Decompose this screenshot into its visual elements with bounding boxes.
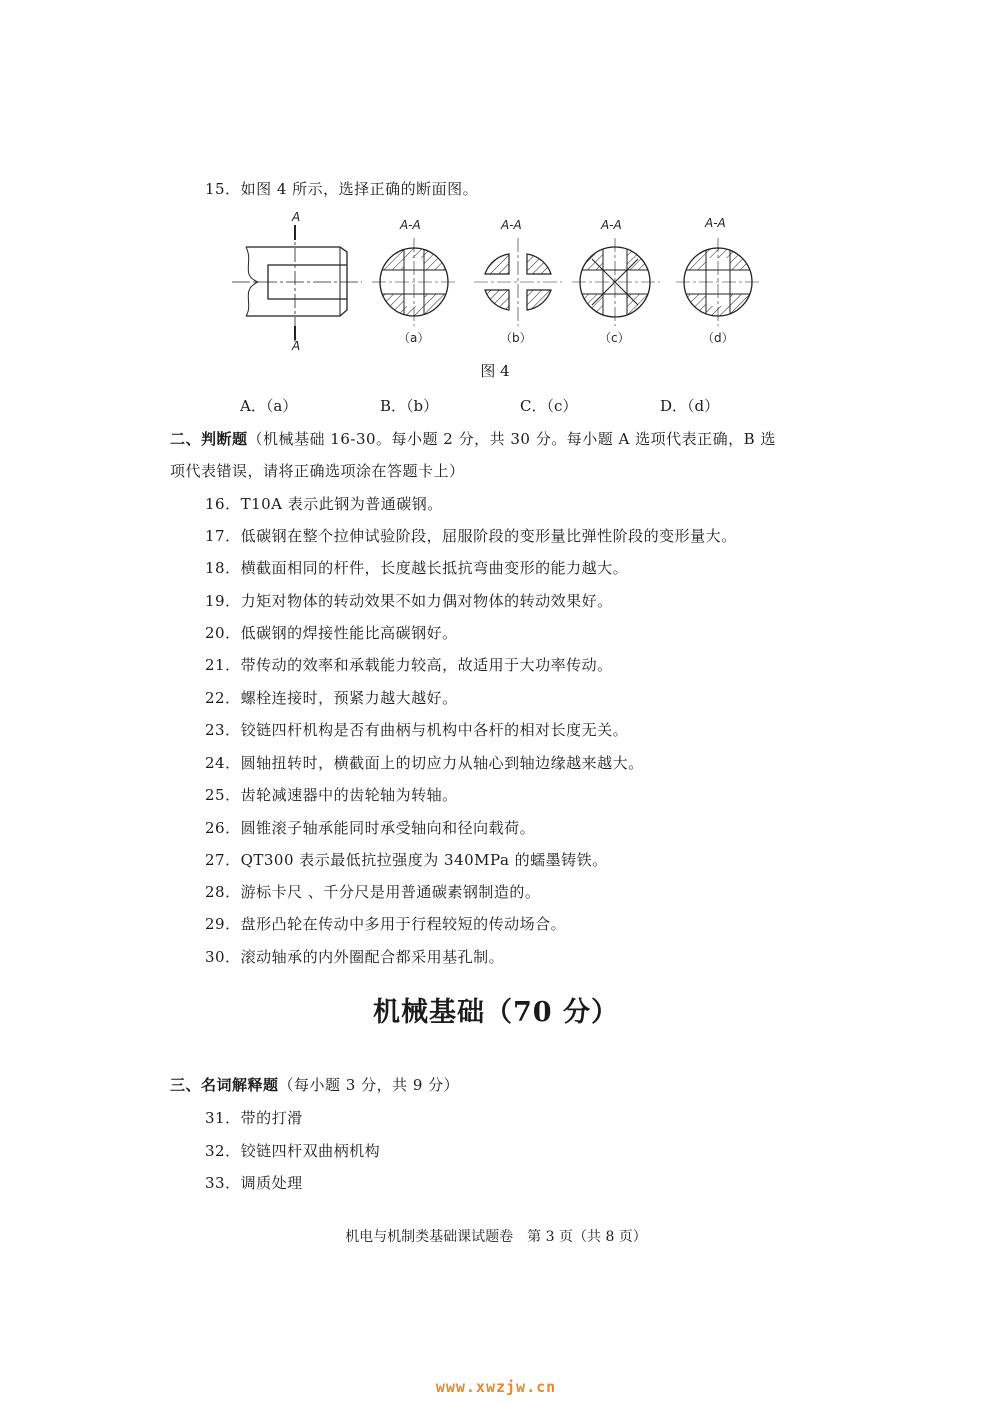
option-b: B．（b） (380, 397, 439, 415)
question-16: 16．T10A 表示此钢为普通碳钢。 (205, 495, 443, 513)
question-17: 17．低碳钢在整个拉伸试验阶段，屈服阶段的变形量比弹性阶段的变形量大。 (205, 527, 737, 545)
section-2-desc: （机械基础 16-30。每小题 2 分，共 30 分。每小题 A 选项代表正确，B 选 (247, 430, 776, 448)
cut-label-top: A (292, 210, 301, 224)
section-2-header (170, 428, 776, 449)
section-d-title: A-A (705, 216, 726, 230)
question-25: 25．齿轮减速器中的齿轮轴为转轴。 (205, 786, 458, 804)
section-2-desc-cont: 项代表错误，请将正确选项涂在答题卡上） (170, 462, 465, 480)
question-20: 20．低碳钢的焊接性能比高碳钢好。 (205, 624, 458, 642)
question-21: 21．带传动的效率和承载能力较高，故适用于大功率传动。 (205, 656, 613, 674)
section-d-caption: （d） (702, 331, 734, 345)
section-b-caption: （b） (500, 331, 532, 345)
option-a: A．（a） (240, 397, 298, 415)
figure-4 (0, 0, 992, 360)
section-c (572, 238, 660, 326)
term-32: 32．铰链四杆双曲柄机构 (205, 1142, 381, 1160)
figure-caption: 图 4 (480, 362, 510, 380)
section-c-title: A-A (601, 218, 622, 232)
question-27: 27．QT300 表示最低抗拉强度为 340MPa 的蠕墨铸铁。 (205, 851, 608, 869)
option-c: C．（c） (520, 397, 578, 415)
question-18: 18．横截面相同的杆件，长度越长抵抗弯曲变形的能力越大。 (205, 559, 629, 577)
question-24: 24．圆轴扭转时，横截面上的切应力从轴心到轴边缘越来越大。 (205, 754, 644, 772)
question-15: 15．如图 4 所示，选择正确的断面图。 (205, 180, 479, 198)
section-a (372, 238, 458, 326)
section-3-heading: 三、名词解释题 (170, 1076, 279, 1094)
section-d (676, 238, 762, 326)
section-b (474, 238, 562, 326)
option-d: D．（d） (660, 397, 720, 415)
shaft-view (232, 225, 362, 342)
section-3-header (170, 1074, 459, 1095)
section-2-heading: 二、判断题 (170, 430, 248, 448)
page-footer: 机电与机制类基础课试题卷 第 3 页（共 8 页） (345, 1229, 647, 1245)
cut-label-bottom: A (292, 339, 301, 353)
term-33: 33．调质处理 (205, 1174, 303, 1192)
question-28: 28．游标卡尺 、千分尺是用普通碳素钢制造的。 (205, 883, 541, 901)
section-b-title: A-A (501, 218, 522, 232)
section-3-desc: （每小题 3 分，共 9 分） (278, 1076, 460, 1094)
question-19: 19．力矩对物体的转动效果不如力偶对物体的转动效果好。 (205, 592, 613, 610)
watermark-link[interactable]: www.xwzjw.cn (435, 1378, 557, 1396)
section-c-caption: （c） (599, 331, 630, 345)
question-23: 23．铰链四杆机构是否有曲柄与机构中各杆的相对长度无关。 (205, 721, 629, 739)
part-title: 机械基础（70 分） (373, 997, 619, 1028)
term-31: 31．带的打滑 (205, 1109, 303, 1127)
question-22: 22．螺栓连接时，预紧力越大越好。 (205, 689, 458, 707)
question-30: 30．滚动轴承的内外圈配合都采用基孔制。 (205, 948, 505, 966)
question-26: 26．圆锥滚子轴承能同时承受轴向和径向载荷。 (205, 819, 536, 837)
question-29: 29．盘形凸轮在传动中多用于行程较短的传动场合。 (205, 915, 567, 933)
section-a-caption: （a） (398, 331, 430, 345)
section-a-title: A-A (400, 218, 421, 232)
